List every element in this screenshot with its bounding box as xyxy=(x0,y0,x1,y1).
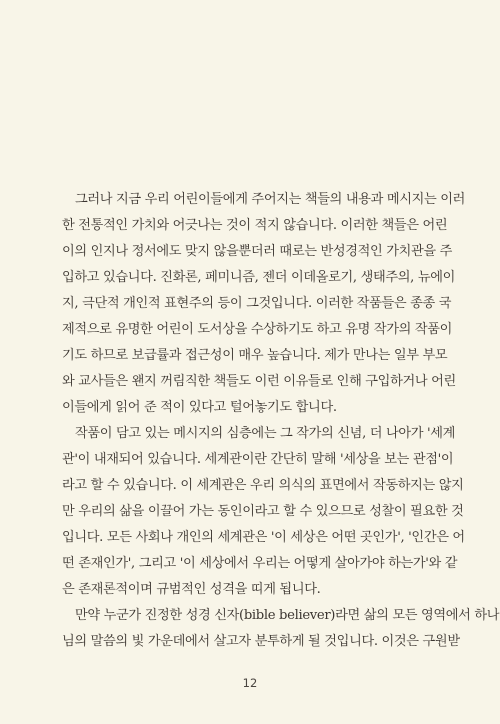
paragraph-1-line-1: 그러나 지금 우리 어린이들에게 주어지는 책들의 내용과 메시지는 이러 xyxy=(75,192,466,207)
paragraph-2-line-3: 라고 할 수 있습니다. 이 세계관은 우리 의식의 표면에서 작동하지는 않지 xyxy=(62,478,464,493)
paragraph-2-line-1: 작품이 담고 있는 메시지의 심층에는 그 작가의 신념, 더 나아가 '세계 xyxy=(75,426,456,441)
paragraph-1-line-9: 이들에게 읽어 준 적이 있다고 털어놓기도 합니다. xyxy=(62,400,337,415)
paragraph-1-line-8: 와 교사들은 왠지 꺼림직한 책들도 이런 이유들로 인해 구입하거나 어린 xyxy=(62,374,456,389)
paragraph-1-line-4: 입하고 있습니다. 진화론, 페미니즘, 젠더 이데올로기, 생태주의, 뉴에이 xyxy=(62,270,455,285)
body-text xyxy=(62,187,500,655)
paragraph-2-line-5: 입니다. 모든 사회나 개인의 세계관은 '이 세상은 어떤 곳인가', '인간은 어 xyxy=(62,530,465,545)
paragraph-3-line-2: 님의 말씀의 빛 가운데에서 살고자 분투하게 될 것입니다. 이것은 구원받 xyxy=(62,634,460,649)
paragraph-3-line-1: 만약 누군가 진정한 성경 신자(bible believer)라면 삶의 모든 영역에서 하나 xyxy=(75,608,500,623)
paragraph-1-line-6: 제적으로 유명한 어린이 도서상을 수상하기도 하고 유명 작가의 작품이 xyxy=(62,322,453,337)
paragraph-2-line-6: 떤 존재인가', 그리고 '이 세상에서 우리는 어떻게 살아가야 하는가'와 같 xyxy=(62,556,458,571)
page-number: 12 xyxy=(242,676,258,690)
paragraph-1-line-5: 지, 극단적 개인적 표현주의 등이 그것입니다. 이러한 작품들은 종종 국 xyxy=(62,296,452,311)
paragraph-1-line-7: 기도 하므로 보급률과 접근성이 매우 높습니다. 제가 만나는 일부 부모 xyxy=(62,348,448,363)
paragraph-2-line-4: 만 우리의 삶을 이끌어 가는 동인이라고 할 수 있으므로 성찰이 필요한 것 xyxy=(62,504,464,519)
paragraph-2-line-2: 관'이 내재되어 있습니다. 세계관이란 간단히 말해 '세상을 보는 관점'이 xyxy=(62,452,454,467)
paragraph-2-line-7: 은 존재론적이며 규범적인 성격을 띠게 됩니다. xyxy=(62,582,321,597)
paragraph-1-line-3: 이의 인지나 정서에도 맞지 않을뿐더러 때로는 반성경적인 가치관을 주 xyxy=(62,244,453,259)
paragraph-1-line-2: 한 전통적인 가치와 어긋나는 것이 적지 않습니다. 이러한 책들은 어린 xyxy=(62,218,448,233)
